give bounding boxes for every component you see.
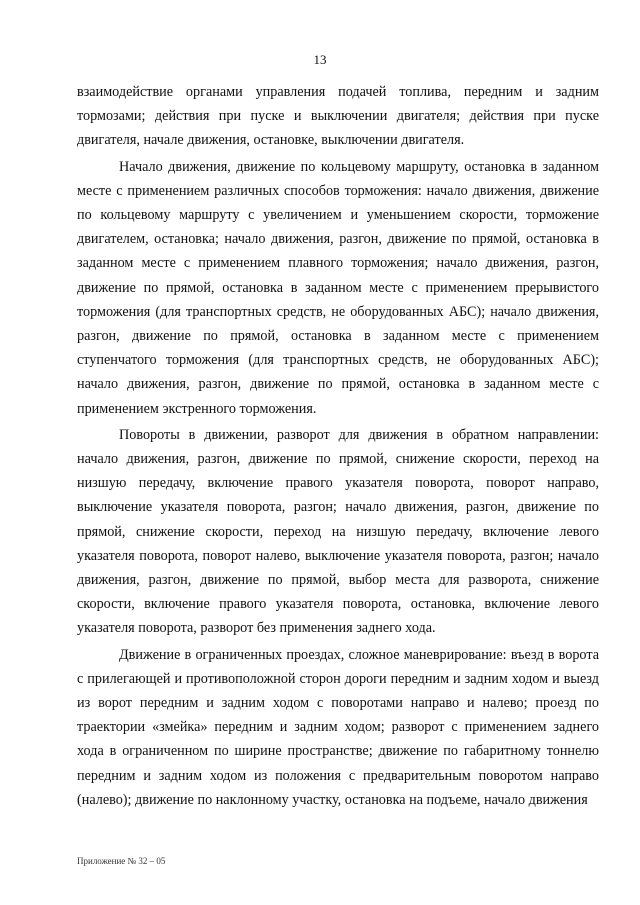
body-text [77,80,599,812]
footer-note: Приложение № 32 – 05 [77,856,166,866]
paragraph: Повороты в движении, разворот для движения в обратном направлении: начало движения, разгон, движение по прямой, снижение скорости, переход на низшую передачу, включение правого указателя поворота, поворот направо, выключение указателя поворота, разгон; начало движения, разгон, движение по прямой, снижение скорости, переход на низшую передачу, включение левого указателя поворота, поворот налево, выключение указателя поворота, разгон; начало движения, разгон, движение по прямой, выбор места для разворота, снижение скорости, включение правого указателя поворота, остановка, включение левого указателя поворота, разворот без применения заднего хода. [77,426,599,637]
paragraph: Начало движения, движение по кольцевому маршруту, остановка в заданном месте с применением различных способов торможения: начало движения, движение по кольцевому маршруту с увеличением и уменьшением скорости, торможение двигателем, остановка; начало движения, разгон, движение по прямой, остановка в заданном месте с применением плавного торможения; начало движения, разгон, движение по прямой, остановка в заданном месте с применением прерывистого торможения (для транспортных средств, не оборудованных АБС); начало движения, разгон, движение по прямой, остановка в заданном месте с применением ступенчатого торможения (для транспортных средств, не оборудованных АБС); начало движения, разгон, движение по прямой, остановка в заданном месте с применением экстренного торможения. [77,158,599,417]
paragraph: Движение в ограниченных проездах, сложное маневрирование: въезд в ворота с прилегающей и противоположной сторон дороги передним и задним ходом и выезд из ворот передним и задним ходом с поворотами направо и налево; проезд по траектории «змейка» передним и задним ходом; разворот с применением заднего хода в ограниченном по ширине пространстве; движение по габаритному тоннелю передним и задним ходом из положения с предварительным поворотом направо (налево); движение по наклонному участку, остановка на подъеме, начало движения [77,646,599,808]
page-number: 13 [313,52,327,67]
paragraph: взаимодействие органами управления подачей топлива, передним и задним тормозами; действия при пуске и выключении двигателя; действия при пуске двигателя, начале движения, остановке, выключении двигателя. [77,84,599,149]
